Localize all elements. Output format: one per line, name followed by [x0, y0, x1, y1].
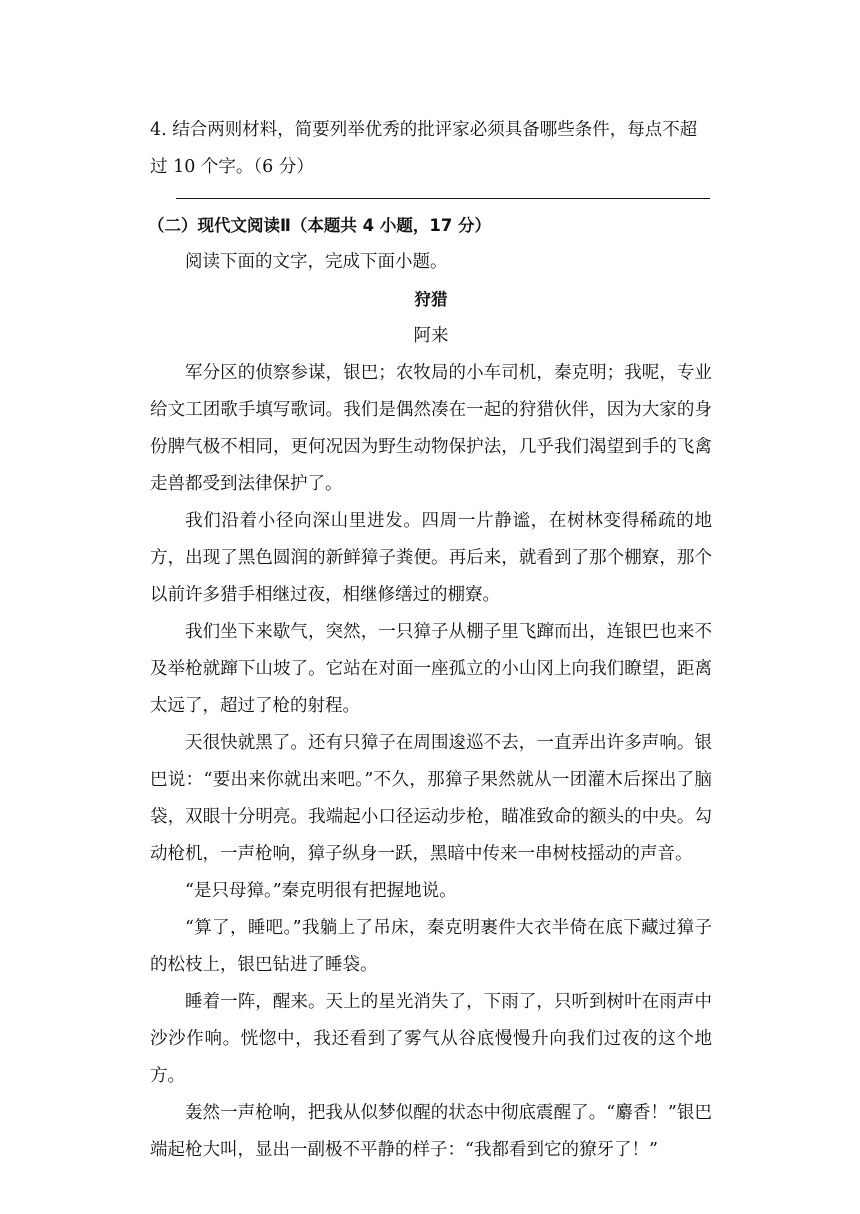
article-paragraph: 军分区的侦察参谋，银巴；农牧局的小车司机，秦克明；我呢，专业给文工团歌手填写歌词。我们是偶然凑在一起的狩猎伙伴，因为大家的身份脾气极不相同，更何况因为野生动物保护法，几乎我们渴望到手的飞禽走兽都受到法律保护了。 [150, 363, 712, 494]
article-paragraph: 我们坐下来歇气，突然，一只獐子从棚子里飞蹿而出，连银巴也来不及举枪就蹿下山坡了。它站在对面一座孤立的小山冈上向我们瞭望，距离太远了，超过了枪的射程。 [150, 622, 712, 716]
article-title: 狩猎 [414, 290, 448, 309]
question-4: 4. 结合两则材料，简要列举优秀的批评家必须具备哪些条件，每点不超过 10 个字。（6 分） [150, 120, 698, 177]
article-paragraph: “是只母獐。”秦克明很有把握地说。 [185, 881, 457, 901]
article-paragraph: 睡着一阵，醒来。天上的星光消失了，下雨了，只听到树叶在雨声中沙沙作响。恍惚中，我还看到了雾气从谷底慢慢升向我们过夜的这个地方。 [150, 992, 712, 1086]
answer-line[interactable] [176, 198, 710, 199]
section-heading: （二）现代文阅读Ⅱ（本题共 4 小题，17 分） [148, 216, 492, 235]
article-paragraph: 轰然一声枪响，把我从似梦似醒的状态中彻底震醒了。“麝香！”银巴端起枪大叫，显出一副极不平静的样子：“我都看到它的獠牙了！” [150, 1103, 712, 1160]
section-instruction: 阅读下面的文字，完成下面小题。 [185, 252, 448, 272]
article-paragraph: 我们沿着小径向深山里进发。四周一片静谧，在树林变得稀疏的地方，出现了黑色圆润的新鲜獐子粪便。再后来，就看到了那个棚寮，那个以前许多猎手相继过夜，相继修缮过的棚寮。 [150, 511, 712, 605]
article-author: 阿来 [413, 326, 449, 346]
article-paragraph: 天很快就黑了。还有只獐子在周围逡巡不去，一直弄出许多声响。银巴说：“要出来你就出来吧。”不久，那獐子果然就从一团灌木后探出了脑袋，双眼十分明亮。我端起小口径运动步枪，瞄准致命的额头的中央。勾动枪机，一声枪响，獐子纵身一跃，黑暗中传来一串树枝摇动的声音。 [150, 733, 712, 864]
article-paragraph: “算了，睡吧。”我躺上了吊床，秦克明裹件大衣半倚在底下藏过獐子的松枝上，银巴钻进了睡袋。 [150, 918, 712, 975]
page-content [150, 112, 712, 1169]
